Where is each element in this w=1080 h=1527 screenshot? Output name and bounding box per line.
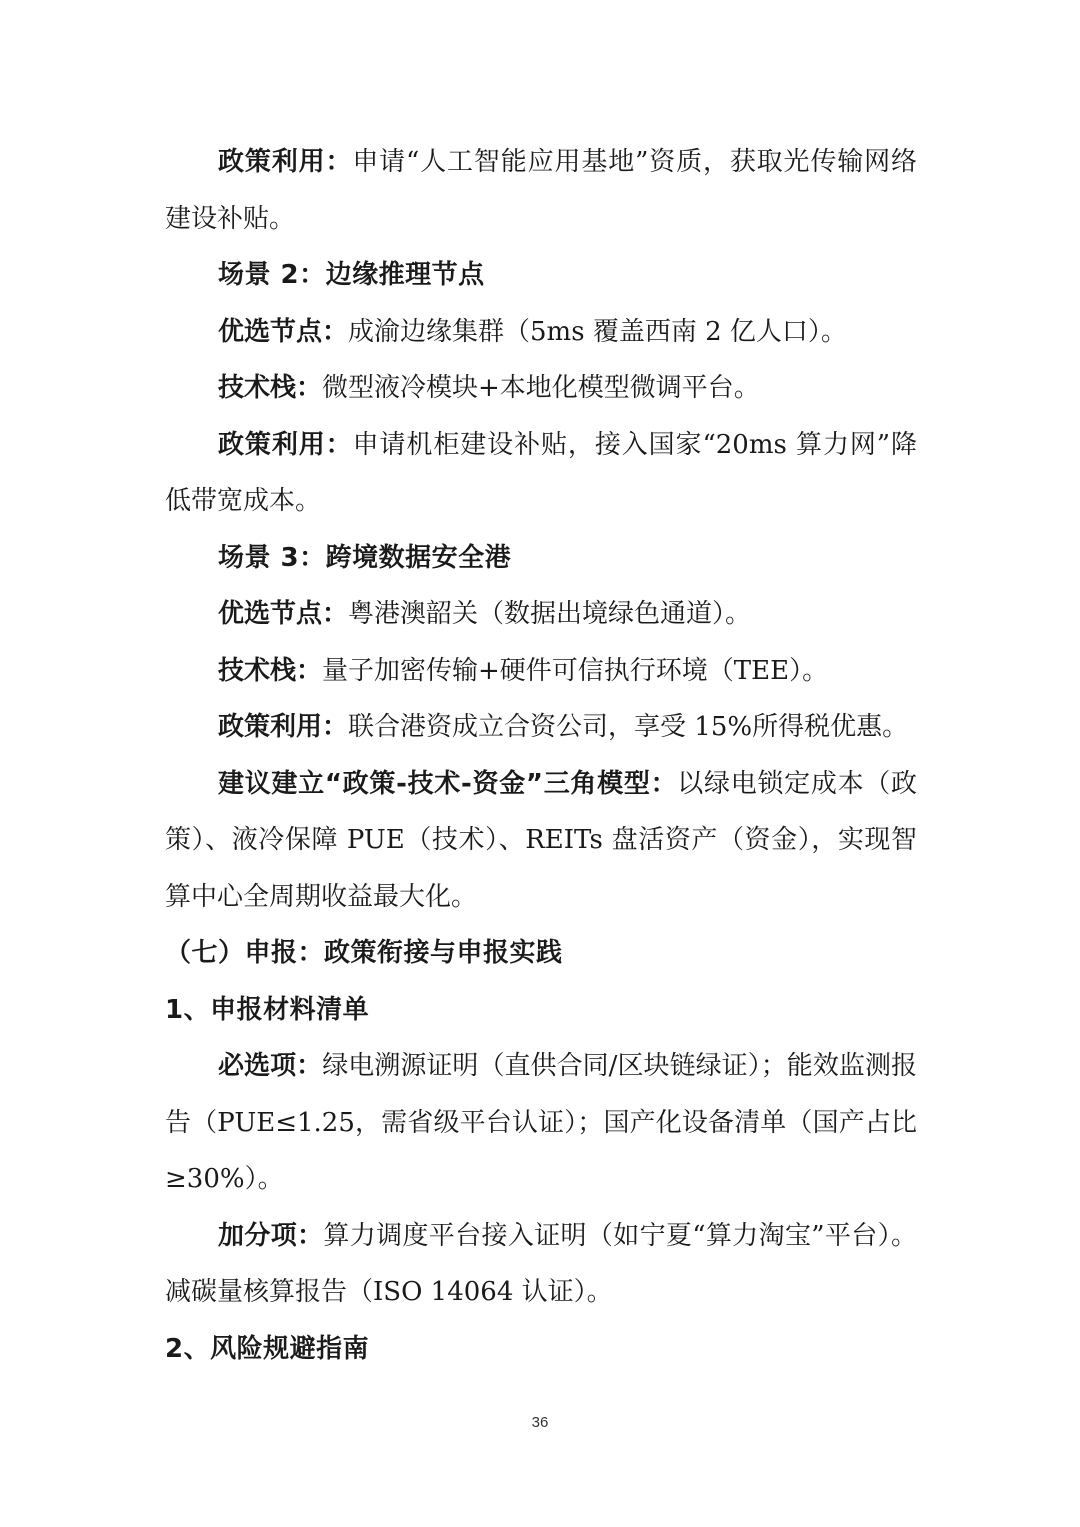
paragraph-required-items (165, 1038, 917, 1208)
paragraph-tech-stack-2 (165, 360, 917, 417)
page-body (165, 134, 917, 1377)
paragraph-preferred-node-2 (165, 304, 917, 361)
paragraph-text: 算力调度平台接入证明（如宁夏“算力淘宝”平台）。减碳量核算报告（ISO 14064 认证）。 (165, 1220, 917, 1307)
paragraph-label: 技术栈： (218, 655, 323, 686)
paragraph-label: 加分项： (218, 1220, 324, 1251)
paragraph-text: 以绿电锁定成本（政策）、液冷保障 PUE（技术）、REITs 盘活资产（资金），实现智算中心全周期收益最大化。 (165, 768, 917, 912)
paragraph-preferred-node-3 (165, 586, 917, 643)
scenario-3-heading: 场景 3：跨境数据安全港 (218, 542, 512, 573)
paragraph-text: 微型液冷模块+本地化模型微调平台。 (322, 373, 760, 403)
paragraph-label: 技术栈： (218, 373, 323, 403)
paragraph-text: 绿电溯源证明（直供合同/区块链绿证）；能效监测报告（PUE≤1.25，需省级平台认证）；国产化设备清单（国产占比≥30%）。 (165, 1051, 917, 1194)
paragraph-label: 政策利用： (218, 147, 353, 177)
paragraph-tech-stack-3 (165, 643, 917, 700)
paragraph-bonus-items (165, 1208, 917, 1321)
paragraph-policy-use-1 (165, 134, 917, 247)
paragraph-triangle-model (165, 756, 917, 926)
paragraph-text: 申请“人工智能应用基地”资质，获取光传输网络建设补贴。 (165, 147, 917, 234)
subsection-heading-materials: 1、申报材料清单 (165, 994, 370, 1025)
paragraph-text: 联合港资成立合资公司，享受 15%所得税优惠。 (348, 712, 909, 742)
scenario-2-heading: 场景 2：边缘推理节点 (218, 260, 485, 290)
paragraph-label: 必选项： (218, 1051, 323, 1081)
subsection-heading-risk: 2、风险规避指南 (165, 1333, 370, 1364)
paragraph-policy-use-3 (165, 699, 917, 756)
paragraph-text: 成渝边缘集群（5ms 覆盖西南 2 亿人口）。 (348, 316, 847, 347)
section-heading-7: （七）申报：政策衔接与申报实践 (165, 938, 563, 968)
paragraph-label: 优选节点： (218, 316, 349, 347)
paragraph-text: 量子加密传输+硬件可信执行环境（TEE）。 (322, 655, 829, 686)
paragraph-label: 建议建立“政策-技术-资金”三角模型： (218, 768, 678, 799)
paragraph-policy-use-2 (165, 417, 917, 530)
paragraph-label: 政策利用： (218, 429, 353, 460)
paragraph-text: 粤港澳韶关（数据出境绿色通道）。 (348, 599, 752, 629)
paragraph-label: 政策利用： (218, 712, 349, 742)
paragraph-label: 优选节点： (218, 599, 349, 629)
page-number: 36 (531, 1414, 549, 1431)
paragraph-text: 申请机柜建设补贴，接入国家“20ms 算力网”降低带宽成本。 (165, 429, 917, 516)
